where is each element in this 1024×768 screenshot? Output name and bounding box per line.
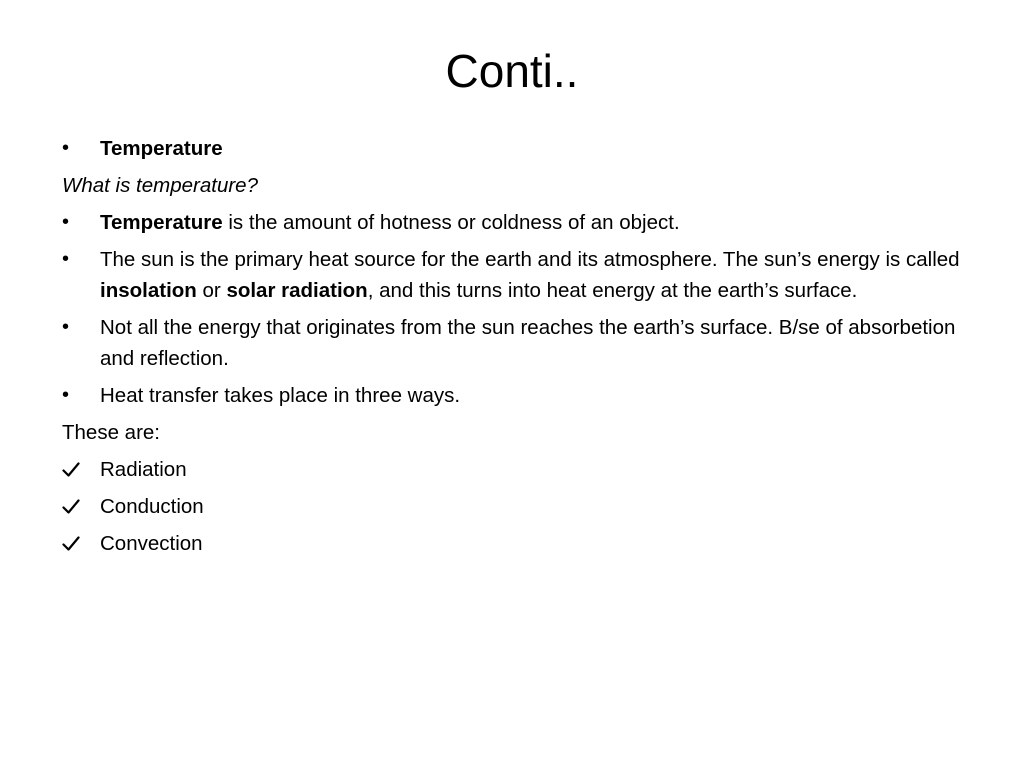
list-item-temperature-heading (62, 133, 972, 164)
slide-title: Conti.. (445, 45, 579, 97)
heat-transfer-text: Heat transfer takes place in three ways. (100, 384, 461, 407)
these-are-text: These are: (62, 421, 160, 444)
bullet-icon: • (62, 248, 70, 270)
definition-term: Temperature (100, 211, 223, 234)
bullet-icon: • (62, 211, 70, 233)
sun-text-part3: , and this turns into heat energy at the earth’s surface. (367, 279, 858, 302)
term-solar-radiation: solar radiation (226, 279, 368, 302)
sun-text-part1: The sun is the primary heat source for the earth and its atmosphere. The sun’s energy is called (100, 248, 960, 271)
radiation-text: Radiation (100, 458, 187, 481)
bullet-icon: • (62, 384, 70, 406)
list-item-energy-loss (62, 312, 972, 374)
conduction-text: Conduction (100, 495, 204, 518)
convection-text: Convection (100, 532, 203, 555)
bullet-icon: • (62, 137, 70, 159)
list-item-definition (62, 207, 972, 238)
question-text: What is temperature? (62, 174, 258, 197)
sun-text-part2: or (196, 279, 227, 302)
list-item-conduction (62, 491, 972, 522)
bullet-icon: • (62, 316, 70, 338)
heading-temperature: Temperature (100, 137, 223, 160)
list-item-these-are (62, 417, 972, 448)
list-item-question (62, 170, 972, 201)
list-item-sun-source (62, 244, 972, 306)
definition-text: is the amount of hotness or coldness of an object. (222, 211, 680, 234)
slide-content (62, 133, 972, 565)
list-item-convection (62, 528, 972, 559)
list-item-heat-transfer (62, 380, 972, 411)
list-item-radiation (62, 454, 972, 485)
energy-loss-text: Not all the energy that originates from the sun reaches the earth’s surface. B/se of absorbetion and reflection. (100, 316, 956, 370)
term-insolation: insolation (100, 279, 197, 302)
